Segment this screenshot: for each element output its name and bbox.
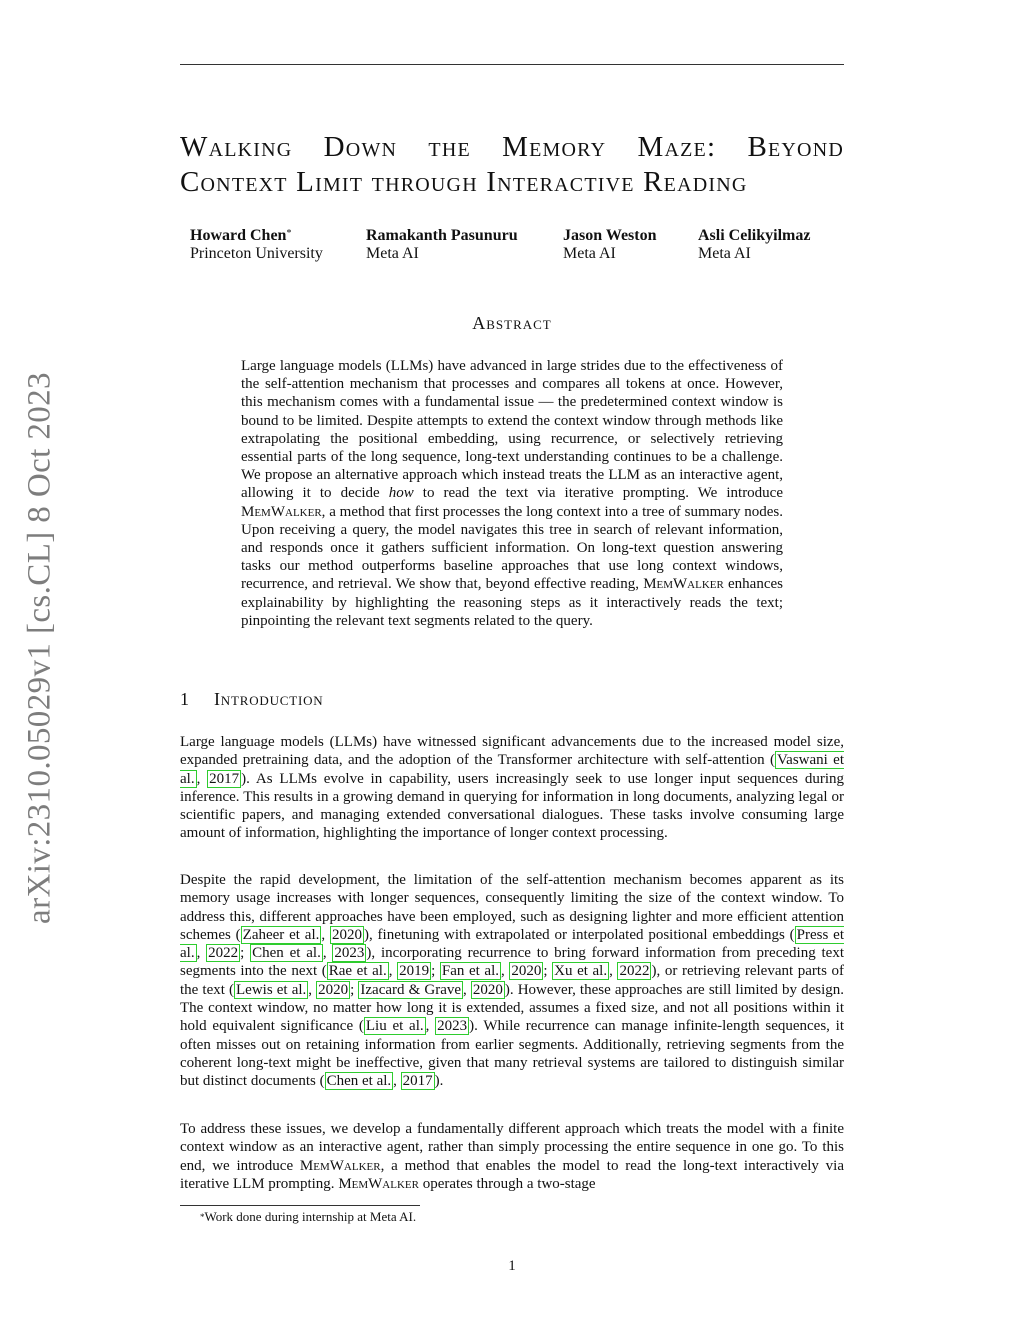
- citation-link[interactable]: 2017: [402, 1073, 433, 1090]
- author-jason-weston: [563, 227, 657, 263]
- citation-link[interactable]: 2020: [511, 963, 542, 980]
- citation-link[interactable]: Zaheer et al.: [242, 926, 320, 943]
- method-name: MemWalker: [241, 503, 322, 520]
- arxiv-identifier-text: arXiv:2310.05029v1 [cs.CL] 8 Oct 2023: [21, 372, 58, 924]
- footnote-marker: *: [286, 228, 292, 239]
- title-line-1: Walking Down the Memory Maze: Beyond: [180, 131, 844, 163]
- citation-link[interactable]: 2022: [208, 945, 239, 962]
- citation-link[interactable]: 2023: [437, 1018, 468, 1035]
- paper-title: [180, 130, 844, 200]
- emphasis-how: how: [388, 485, 414, 502]
- author-list: [0, 227, 1024, 271]
- section-title: Introduction: [214, 689, 324, 709]
- author-name: Asli Celikyilmaz: [698, 227, 811, 244]
- page-number: 1: [508, 1258, 516, 1274]
- footnote-text: Work done during internship at Meta AI.: [204, 1209, 417, 1224]
- method-name: MemWalker: [643, 576, 724, 593]
- citation-link[interactable]: Liu et al.: [365, 1018, 424, 1035]
- author-affiliation: Princeton University: [190, 245, 323, 262]
- author-name: Ramakanth Pasunuru: [366, 227, 518, 244]
- intro-paragraph-3: To address these issues, we develop a fundamentally different approach which treats the model with a finite context window as an interactive agent, rather than simply processing the entire sequence in one go. To this end, we introduce MemWalker, a method that enables the model to read the long-text interactively via iterative LLM prompting. MemWalker operates through a two-stage: [180, 1121, 845, 1192]
- citation-link[interactable]: 2022: [619, 963, 650, 980]
- section-heading-introduction: [180, 689, 844, 710]
- author-affiliation: Meta AI: [698, 245, 751, 262]
- title-line-2: Context Limit through Interactive Reading: [180, 166, 748, 198]
- citation-link[interactable]: Press et al.: [180, 926, 845, 962]
- footnote-marker: *: [200, 1212, 205, 1222]
- citation-link[interactable]: Fan et al.: [441, 963, 499, 980]
- intro-paragraph-2: Despite the rapid development, the limitation of the self-attention mechanism becomes apparent as its memory usage increases with longer sequences, consequently limiting the size of the context window. To address this, different approaches have been employed, such as designing lighter and more efficient attention schemes ( Zaheer et al. , 2020 ), finetuning with extrapolated or interpolated positional embeddings ( Press et al. , 2022 ; Chen et al. , 2023 ), incorporating recurrence to bring forward information from preceding text segments into the next ( Rae et al. , 2019 ; Fan et al. , 2020 ; Xu et al. , 2022 ), or retrieving relevant parts of the text ( Lewis et al. , 2020 ; Izacard & Grave , 2020 ). However, these approaches are still limited by design. The context window, no matter how long it is extended, assumes a fixed size, and not all positions within it hold equivalent significance ( Liu et al. , 2023 ). While recurrence can manage infinite-length sequences, it often misses out on retaining information from earlier segments. Additionally, retrieving segments from the coherent long-text might be ineffective, given that many retrieval systems are tailored to distinguish similar but distinct documents ( Chen et al. , 2017 ).: [180, 872, 845, 1090]
- citation-link[interactable]: Izacard & Grave: [360, 981, 462, 998]
- citation-link[interactable]: Rae et al.: [328, 963, 387, 980]
- author-asli-celikyilmaz: [698, 227, 810, 263]
- citation-link[interactable]: Chen et al.: [326, 1073, 392, 1090]
- section-number: 1: [180, 689, 190, 709]
- citation-link[interactable]: Lewis et al.: [236, 981, 307, 998]
- citation-link[interactable]: Chen et al.: [252, 945, 321, 962]
- top-rule: [180, 64, 844, 65]
- citation-link[interactable]: 2023: [334, 945, 365, 962]
- author-name: Jason Weston: [563, 227, 657, 244]
- author-affiliation: Meta AI: [563, 245, 616, 262]
- footnote: [200, 1209, 416, 1225]
- citation-link[interactable]: Xu et al.: [554, 963, 608, 980]
- intro-paragraph-1: Large language models (LLMs) have witnessed significant advancements due to the increased model size, expanded pretraining data, and the adoption of the Transformer architecture with self-attention ( Vaswani et al. , 2017 ). As LLMs evolve in capability, users increasingly seek to use longer input sequences during inference. This results in a growing demand in querying for information in long documents, analyzing legal or scientific papers, and managing extended conversational dialogues. These tasks involve consuming large amount of information, highlighting the importance of longer context processing.: [180, 734, 845, 842]
- method-name: MemWalker: [338, 1175, 419, 1192]
- author-name: Howard Chen: [190, 227, 287, 244]
- citation-link[interactable]: 2020: [318, 981, 349, 998]
- abstract-body: Large language models (LLMs) have advanced in large strides due to the effectiveness of the self-attention mechanism that processes and compares all tokens at once. However, this mechanism comes with a fundamental issue — the predetermined context window is bound to be limited. Despite attempts to extend the context window through methods like extrapolating the positional embedding, using recurrence, or selectively retrieving essential parts of the long sequence, long-text understanding continues to be a challenge. We propose an alternative approach which instead treats the LLM as an interactive agent, allowing it to decide how to read the text via iterative prompting. We introduce MemWalker, a method that first processes the long context into a tree of summary nodes. Upon receiving a query, the model navigates this tree in search of relevant information, and responds once it gathers sufficient information. On long-text question answering tasks our method outperforms baseline approaches that use long context windows, recurrence, and retrieval. We show that, beyond effective reading, MemWalker enhances explainability by highlighting the reasoning steps as it interactively reads the text; pinpointing the relevant text segments related to the query.: [241, 358, 783, 629]
- abstract-heading: Abstract: [472, 313, 552, 333]
- citation-link[interactable]: Vaswani et al.: [180, 752, 844, 787]
- citation-link[interactable]: 2020: [331, 926, 362, 943]
- method-name: MemWalker: [299, 1157, 381, 1174]
- author-ramakanth-pasunuru: [366, 227, 518, 263]
- citation-link[interactable]: 2017: [209, 770, 240, 787]
- citation-link[interactable]: 2019: [399, 963, 430, 980]
- citation-link[interactable]: 2020: [472, 981, 503, 998]
- author-affiliation: Meta AI: [366, 245, 419, 262]
- footnote-rule: [180, 1205, 420, 1206]
- author-howard-chen: [190, 227, 323, 263]
